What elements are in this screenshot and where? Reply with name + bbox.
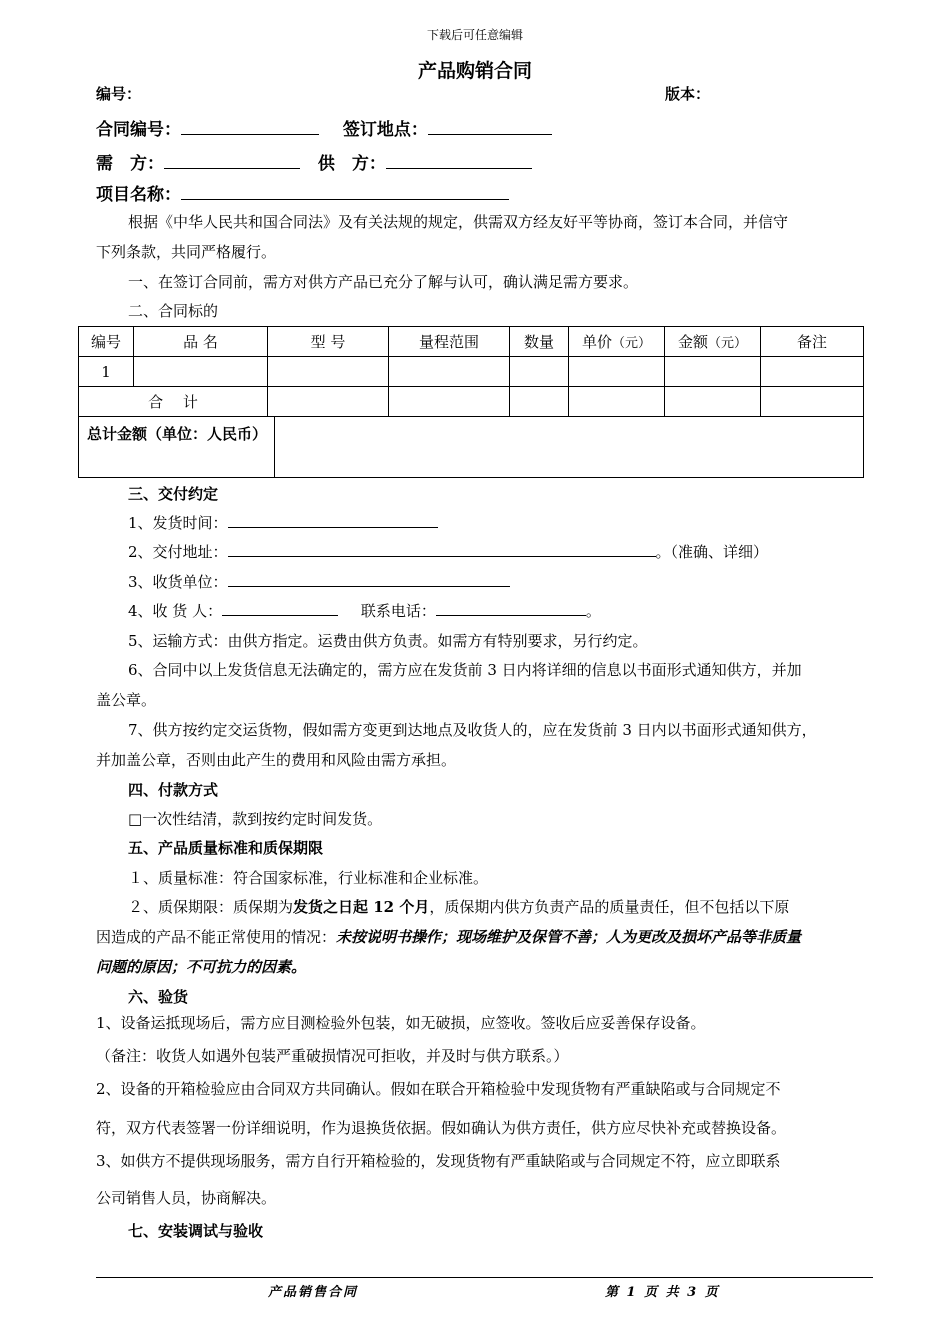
- warranty-period: 发货之日起 12 个月: [293, 898, 430, 916]
- exclusion-line: [96, 926, 801, 947]
- sum-cell-amount[interactable]: [665, 387, 761, 417]
- receiver-row: [128, 600, 601, 621]
- th-remark: 备注: [761, 327, 864, 357]
- seller-blank[interactable]: [386, 153, 532, 169]
- th-range: 量程范围: [389, 327, 510, 357]
- address-row: [128, 541, 768, 562]
- cell-price[interactable]: [569, 357, 665, 387]
- cell-no: 1: [79, 357, 134, 387]
- footer-divider: [96, 1277, 873, 1278]
- header-note: 下载后可任意编辑: [426, 28, 523, 42]
- version-label: 版本：: [665, 85, 711, 103]
- address-blank[interactable]: [228, 541, 656, 557]
- phone-period: 。: [585, 602, 601, 620]
- quality-standard: １、质量标准：符合国家标准，行业标准和企业标准。: [128, 869, 489, 887]
- phone-label: 联系电话：: [360, 602, 436, 620]
- table-sum-row: [79, 387, 864, 417]
- intro-line-2: 下列条款，共同严格履行。: [96, 243, 277, 261]
- cell-qty[interactable]: [510, 357, 569, 387]
- inspection-note: （备注：收货人如遇外包装严重破损情况可拒收，并及时与供方联系。）: [96, 1047, 569, 1065]
- inspection-heading: 六、验货: [128, 988, 189, 1006]
- cell-name[interactable]: [134, 357, 268, 387]
- th-price-text: 单价: [581, 333, 612, 351]
- cell-remark[interactable]: [761, 357, 864, 387]
- warranty-text-a: ２、质保期限：质保期为: [128, 898, 294, 916]
- inspection-p2-line2: 符，双方代表签署一份详细说明，作为退换货依据。假如确认为供方责任，供方应尽快补充或替换设备。: [96, 1119, 787, 1137]
- th-name: 品 名: [134, 327, 268, 357]
- cell-model[interactable]: [268, 357, 389, 387]
- inspection-p2-line1: 2、设备的开箱检验应由合同双方共同确认。假如在联合开箱检验中发现货物有严重缺陷或与合同规定不: [96, 1080, 781, 1098]
- clause-2: 二、合同标的: [128, 302, 219, 320]
- serial-label: 编号：: [96, 85, 142, 103]
- document-title: 产品购销合同: [417, 60, 532, 82]
- footer-page-number: 第 1 页 共 3 页: [605, 1285, 720, 1300]
- receiver-blank[interactable]: [222, 600, 338, 616]
- sum-cell-range[interactable]: [389, 387, 510, 417]
- th-model: 型 号: [268, 327, 389, 357]
- th-amount-unit: （元）: [708, 336, 748, 351]
- item6-line1: 6、合同中以上发货信息无法确定的，需方应在发货前 3 日内将详细的信息以书面形式通知供方，并加: [128, 661, 802, 679]
- item6-line2: 盖公章。: [96, 691, 157, 709]
- total-amount-row: [78, 416, 864, 478]
- contract-no-blank[interactable]: [181, 119, 319, 135]
- phone-blank[interactable]: [436, 600, 586, 616]
- payment-heading: 四、付款方式: [128, 781, 219, 799]
- th-price: [569, 327, 665, 357]
- inspection-p1: 1、设备运抵现场后，需方应目测检验外包装，如无破损，应签收。签收后应妥善保存设备。: [96, 1014, 706, 1032]
- th-amount: [665, 327, 761, 357]
- sum-cell-model[interactable]: [268, 387, 389, 417]
- intro-line-1: 根据《中华人民共和国合同法》及有关法规的规定，供需双方经友好平等协商，签订本合同，并信守: [128, 213, 789, 231]
- goods-table: [78, 326, 864, 417]
- th-amount-text: 金额: [677, 333, 708, 351]
- item7-line2: 并加盖公章，否则由此产生的费用和风险由需方承担。: [96, 751, 457, 769]
- item7-line1: 7、供方按约定交运货物，假如需方变更到达地点及收货人的，应在发货前 3 日内以书面形式通知供方，: [128, 721, 817, 739]
- project-blank[interactable]: [181, 184, 509, 200]
- sum-cell-qty[interactable]: [510, 387, 569, 417]
- sum-cell-remark[interactable]: [761, 387, 864, 417]
- total-divider: [274, 417, 275, 477]
- total-amount-label: 总计金额（单位：人民币）: [87, 425, 268, 443]
- exclusion-text-b: 未按说明书操作；现场维护及保管不善；人为更改及损坏产品等非质量: [336, 928, 802, 946]
- receiver-unit-row: [128, 571, 510, 592]
- exclusion-text-c: 问题的原因；不可抗力的因素。: [96, 958, 307, 976]
- warranty-line: [128, 896, 789, 917]
- project-row: [96, 180, 509, 205]
- receiver-unit-label: 3、收货单位：: [128, 573, 228, 591]
- ship-time-row: [128, 512, 438, 533]
- sum-cell-price[interactable]: [569, 387, 665, 417]
- sign-place-blank[interactable]: [428, 119, 552, 135]
- delivery-heading: 三、交付约定: [128, 485, 219, 503]
- inspection-p3-line1: 3、如供方不提供现场服务，需方自行开箱检验的，发现货物有严重缺陷或与合同规定不符，应立即联系: [96, 1152, 781, 1170]
- cell-amount[interactable]: [665, 357, 761, 387]
- project-label: 项目名称：: [96, 185, 181, 205]
- ship-time-blank[interactable]: [228, 512, 438, 528]
- inspection-p3-line2: 公司销售人员，协商解决。: [96, 1189, 277, 1207]
- install-heading: 七、安装调试与验收: [128, 1222, 264, 1240]
- footer-doc-name: 产品销售合同: [268, 1285, 359, 1300]
- payment-option: □一次性结清，款到按约定时间发货。: [128, 810, 383, 828]
- contract-no-label: 合同编号：: [96, 120, 181, 140]
- exclusion-text-a: 因造成的产品不能正常使用的情况：: [96, 928, 337, 946]
- receiver-unit-blank[interactable]: [228, 571, 510, 587]
- table-row: [79, 357, 864, 387]
- sum-label: 合 计: [79, 387, 268, 417]
- parties-row: [96, 149, 532, 174]
- th-qty: 数量: [510, 327, 569, 357]
- transport: 5、运输方式：由供方指定。运费由供方负责。如需方有特别要求，另行约定。: [128, 632, 648, 650]
- cell-range[interactable]: [389, 357, 510, 387]
- address-label: 2、交付地址：: [128, 543, 228, 561]
- ship-time-label: 1、发货时间：: [128, 514, 228, 532]
- seller-label: 供 方：: [317, 154, 386, 174]
- address-note: 。（准确、详细）: [655, 543, 769, 561]
- warranty-text-c: ，质保期内供方负责产品的质量责任，但不包括以下原: [429, 898, 790, 916]
- quality-heading: 五、产品质量标准和质保期限: [128, 839, 324, 857]
- th-price-unit: （元）: [612, 336, 652, 351]
- contract-no-row: [96, 115, 552, 140]
- th-no: 编号: [79, 327, 134, 357]
- sign-place-label: 签订地点：: [342, 120, 428, 140]
- buyer-blank[interactable]: [164, 153, 300, 169]
- clause-1: 一、在签订合同前，需方对供方产品已充分了解与认可，确认满足需方要求。: [128, 273, 639, 291]
- buyer-label: 需 方：: [96, 154, 164, 174]
- receiver-label: 4、收 货 人：: [128, 602, 223, 620]
- table-header-row: [79, 327, 864, 357]
